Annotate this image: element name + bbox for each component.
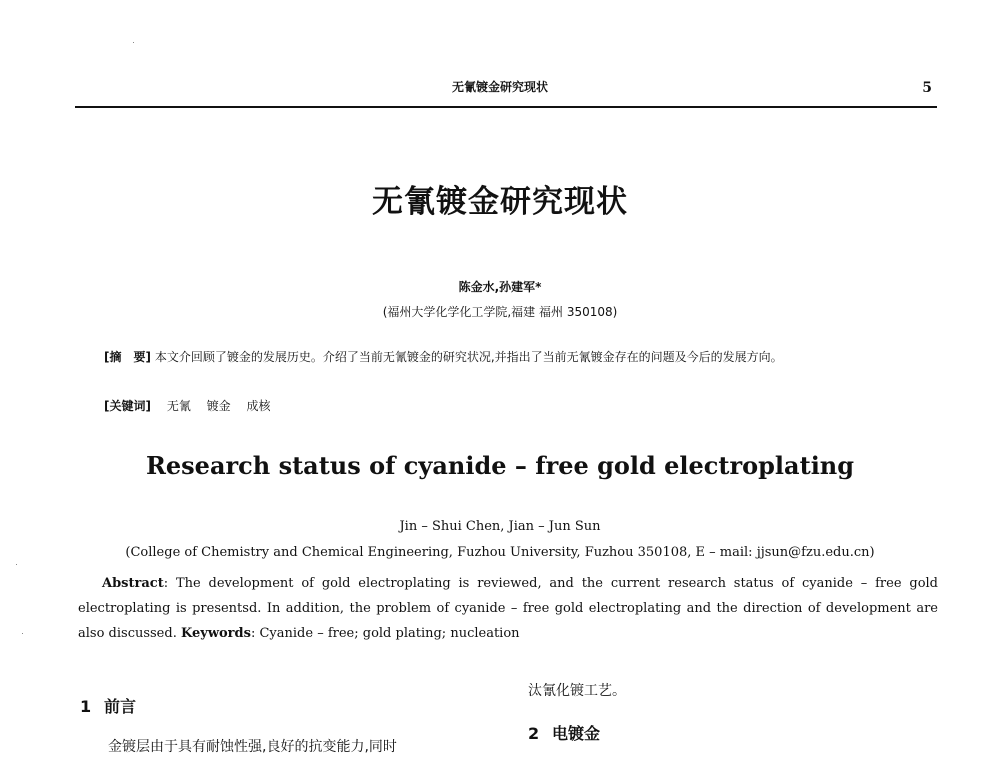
scan-speck [16,564,17,565]
header-rule [75,106,937,108]
section-2-number: 2 [528,724,540,743]
running-header-title: 无氰镀金研究现状 [451,80,548,94]
section-1-body: 金镀层由于具有耐蚀性强,良好的抗变能力,同时 [108,739,397,755]
keywords-cn [104,397,271,414]
column-2-carryover: 汰氰化镀工艺。 [528,683,626,699]
abstract-cn [80,347,938,367]
running-header [0,78,1000,98]
keywords-en-text: Cyanide – free; gold plating; nucleation [259,626,520,641]
paper-title-cn: 无氰镀金研究现状 [372,184,628,220]
affiliation-en: (College of Chemistry and Chemical Engineering, Fuzhou University, Fuzhou 350108, E – mail: jjsun@fzu.edu.cn) [125,545,875,560]
keywords-cn-label: [关键词] [104,399,151,413]
section-1-heading [80,694,136,717]
abstract-en-label: Abstract [102,576,164,591]
authors-cn: 陈金水,孙建军* [458,280,542,294]
keywords-en-label: Keywords [180,626,251,641]
authors-en: Jin – Shui Chen, Jian – Jun Sun [399,519,601,534]
abstract-cn-label: [摘 要] [104,350,151,364]
section-1-title: 前言 [104,697,137,716]
scan-speck [133,42,134,43]
keyword-cn: 无氰 [166,399,191,413]
section-2-heading [528,721,600,744]
page-number: 5 [922,80,932,96]
affiliation-cn: (福州大学化学化工学院,福建 福州 350108) [382,305,618,319]
abstract-en-text: The development of gold electroplating is reviewed, and the current research status of cyanide – free gold electroplating is presentsd. In addition, the problem of cyanide – free gold electroplating and the direction of development are also discussed. [78,576,939,641]
section-2-title: 电镀金 [552,724,601,743]
abstract-cn-text: 本文介回顾了镀金的发展历史。介绍了当前无氰镀金的研究状况,并指出了当前无氰镀金存在的问题及今后的发展方向。 [154,350,783,364]
section-1-number: 1 [80,697,92,716]
keyword-cn: 成核 [246,399,271,413]
abstract-en: Abstract: The development of gold electroplating is reviewed, and the current research status of cyanide – free gold electroplating is presentsd. In addition, the problem of cyanide – free gold electroplating and the direction of development are also discussed. Keywords: Cyanide – free; gold plating; nucleation [78,576,939,641]
scan-speck [22,633,23,634]
paper-title-en: Research status of cyanide – free gold electroplating [145,451,855,480]
keyword-cn: 镀金 [206,399,231,413]
